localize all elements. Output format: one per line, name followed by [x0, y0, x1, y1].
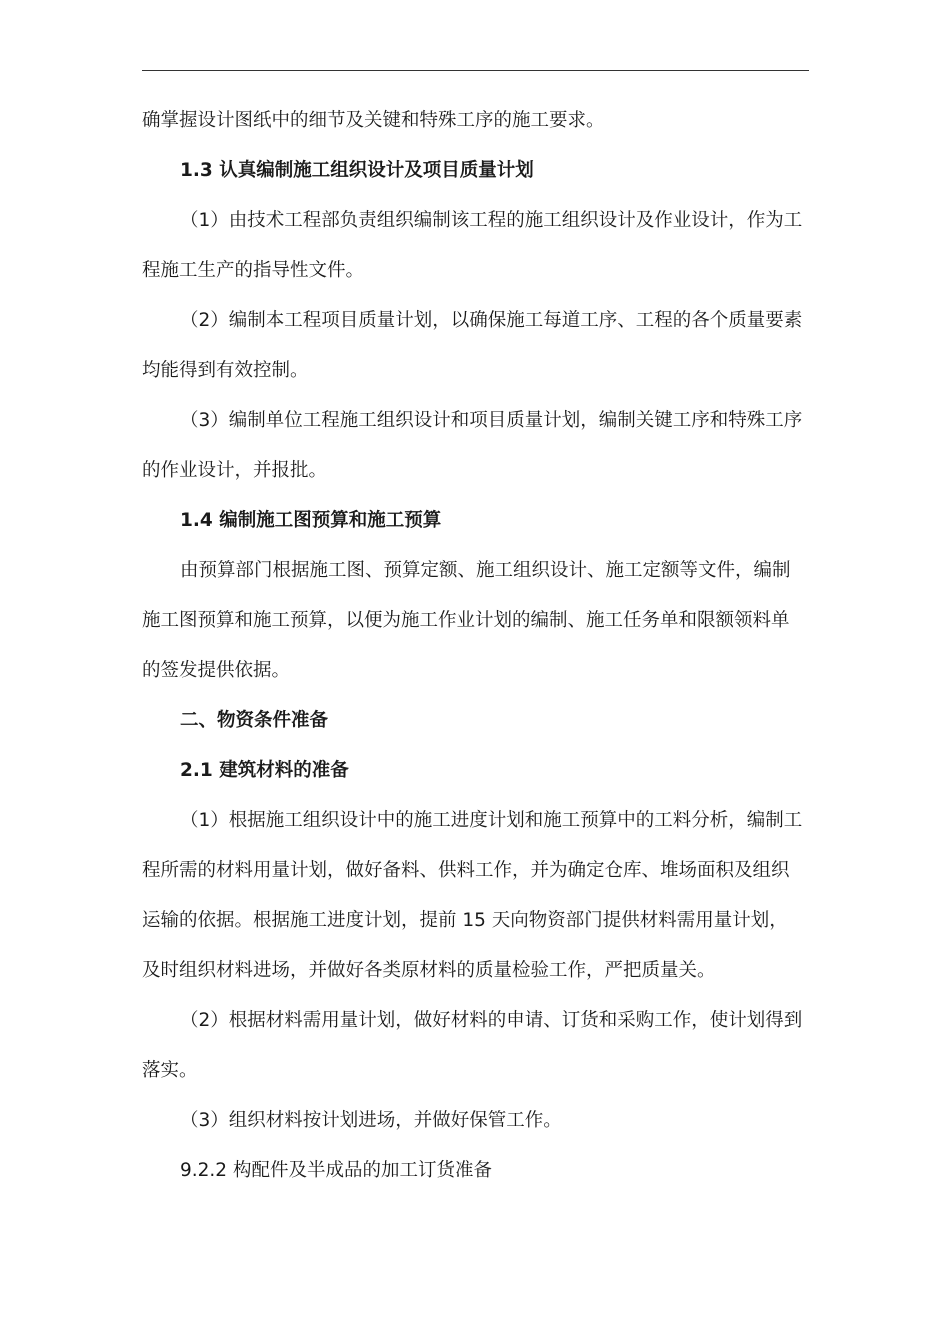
text-line: 由预算部门根据施工图、预算定额、施工组织设计、施工定额等文件，编制: [180, 560, 791, 581]
text-line: 的作业设计，并报批。: [142, 460, 328, 481]
section-heading-2-1: 2.1 建筑材料的准备: [180, 760, 349, 781]
text-line: 程所需的材料用量计划，做好备料、供料工作，并为确定仓库、堆场面积及组织: [142, 860, 790, 881]
text-line: 落实。: [142, 1060, 198, 1081]
header-divider: [142, 70, 809, 71]
text-line: 施工图预算和施工预算，以便为施工作业计划的编制、施工任务单和限额领料单: [142, 610, 790, 631]
text-line: 确掌握设计图纸中的细节及关键和特殊工序的施工要求。: [142, 110, 605, 131]
text-line: 程施工生产的指导性文件。: [142, 260, 365, 281]
text-line: （2）根据材料需用量计划，做好材料的申请、订货和采购工作，使计划得到: [180, 1010, 803, 1031]
text-line: 均能得到有效控制。: [142, 360, 309, 381]
text-line: 运输的依据。根据施工进度计划，提前 15 天向物资部门提供材料需用量计划，: [142, 910, 788, 931]
text-line: 的签发提供依据。: [142, 660, 291, 681]
text-line: （1）由技术工程部负责组织编制该工程的施工组织设计及作业设计，作为工: [180, 210, 803, 231]
section-heading-1-4: 1.4 编制施工图预算和施工预算: [180, 510, 442, 531]
subsection-heading-9-2-2: 9.2.2 构配件及半成品的加工订货准备: [180, 1160, 492, 1181]
text-line: （3）组织材料按计划进场，并做好保管工作。: [180, 1110, 562, 1131]
text-line: 及时组织材料进场，并做好各类原材料的质量检验工作，严把质量关。: [142, 960, 716, 981]
document-body: [142, 96, 814, 1196]
text-line: （3）编制单位工程施工组织设计和项目质量计划，编制关键工序和特殊工序: [180, 410, 803, 431]
text-line: （2）编制本工程项目质量计划，以确保施工每道工序、工程的各个质量要素: [180, 310, 803, 331]
chapter-heading-2: 二、物资条件准备: [180, 710, 329, 731]
section-heading-1-3: 1.3 认真编制施工组织设计及项目质量计划: [180, 160, 534, 181]
text-line: （1）根据施工组织设计中的施工进度计划和施工预算中的工料分析，编制工: [180, 810, 803, 831]
